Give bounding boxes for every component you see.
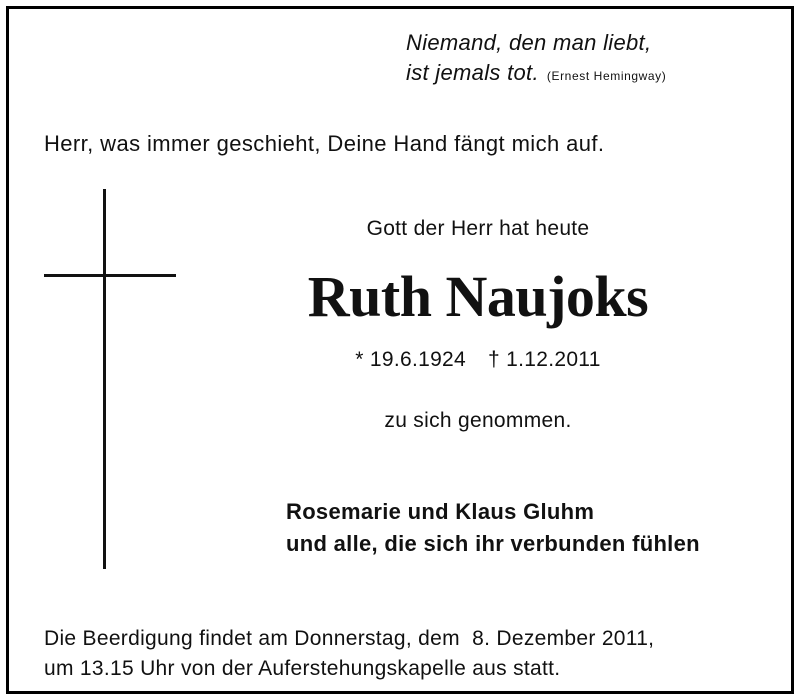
cross-icon-horizontal-bar (44, 274, 176, 277)
life-dates (176, 348, 780, 372)
deceased-name: Ruth Naujoks (307, 264, 649, 329)
quote-line-1: Niemand, den man liebt, (406, 30, 652, 55)
announcement-closing: zu sich genommen. (384, 409, 572, 432)
cross-icon-vertical-bar (103, 189, 106, 569)
birth-date: * 19.6.1924 (355, 348, 467, 371)
mourners-block (286, 496, 700, 560)
funeral-notice (44, 624, 654, 684)
quote-author: (Ernest Hemingway) (546, 69, 667, 83)
bible-verse: Herr, was immer geschieht, Deine Hand fängt mich auf. (44, 131, 605, 156)
announcement-intro: Gott der Herr hat heute (366, 217, 590, 240)
funeral-line-2: um 13.15 Uhr von der Auferstehungskapelle aus statt. (44, 657, 561, 680)
quote-block (406, 28, 666, 91)
funeral-line-1: Die Beerdigung findet am Donnerstag, dem 8. Dezember 2011, (44, 627, 655, 650)
mourners-line-2: und alle, die sich ihr verbunden fühlen (286, 531, 700, 556)
mourners-line-1: Rosemarie und Klaus Gluhm (286, 499, 595, 524)
quote-line-2: ist jemals tot. (406, 60, 539, 85)
quote-line-2-row (406, 58, 666, 91)
death-date: † 1.12.2011 (488, 348, 601, 371)
